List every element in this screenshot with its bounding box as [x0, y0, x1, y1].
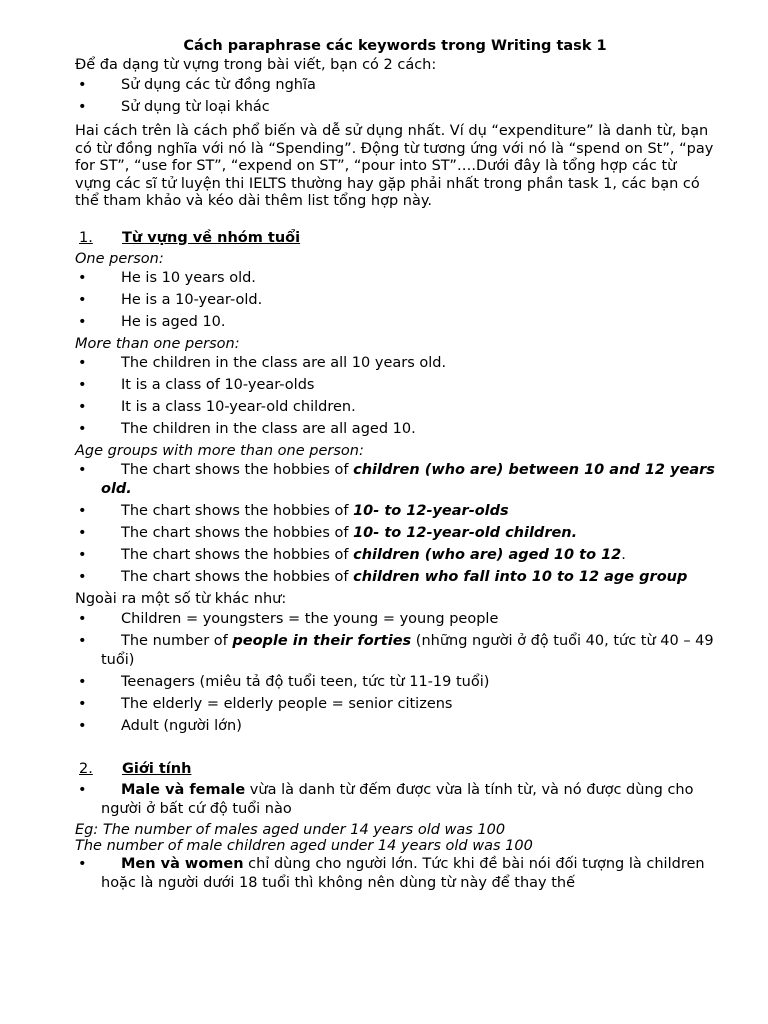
section-heading	[75, 229, 715, 248]
list-item-text: It is a class 10-year-old children.	[121, 398, 356, 415]
list-item-text: He is a 10-year-old.	[121, 291, 263, 308]
bullet-icon: •	[78, 77, 87, 93]
bullet-icon: •	[78, 568, 87, 585]
list-item-prefix: The chart shows the hobbies of	[121, 568, 354, 585]
list-item	[75, 855, 715, 893]
document-page	[75, 37, 715, 896]
bullet-icon: •	[78, 695, 87, 712]
bullet-icon: •	[78, 354, 87, 371]
bullet-icon: •	[78, 313, 87, 330]
list-item-text: He is 10 years old.	[121, 269, 256, 286]
section-number: 2.	[79, 760, 93, 777]
bullet-icon: •	[78, 269, 87, 286]
list-item-prefix: The chart shows the hobbies of	[121, 502, 354, 519]
list-item	[75, 673, 715, 692]
list-item-prefix: The chart shows the hobbies of	[121, 546, 354, 563]
list-item-suffix: (những người ở độ tuổi 40, tức từ 40 – 49 tuổi)	[101, 632, 714, 668]
bullet-icon: •	[78, 632, 87, 649]
list-item-text: Teenagers (miêu tả độ tuổi teen, tức từ 11-19 tuổi)	[121, 673, 490, 690]
list-item	[75, 98, 715, 117]
list-item	[75, 269, 715, 288]
bullet-icon: •	[78, 99, 87, 115]
list-item-emphasis: people in their forties	[232, 632, 412, 649]
bullet-icon: •	[78, 546, 87, 563]
list-item-text: The elderly = elderly people = senior citizens	[121, 695, 453, 712]
list-item	[75, 546, 715, 565]
example-line: The number of male children aged under 14 years old was 100	[75, 837, 533, 854]
list-item-text: chỉ dùng cho người lớn. Tức khi đề bài nói đối tượng là children hoặc là người dưới 18 tuổi thì không nên dùng từ này để thay thế	[101, 855, 705, 891]
bullet-icon: •	[78, 291, 87, 308]
list-item-emphasis: 10- to 12-year-old children.	[353, 524, 578, 541]
list-item-emphasis: children who fall into 10 to 12 age group	[353, 568, 688, 585]
list-item-prefix: The chart shows the hobbies of	[121, 524, 354, 541]
section-title: Giới tính	[122, 760, 192, 777]
bullet-icon: •	[78, 781, 87, 798]
document-title: Cách paraphrase các keywords trong Writing task 1	[183, 38, 607, 54]
bullet-icon: •	[78, 855, 87, 872]
subsection-label: Ngoài ra một số từ khác như:	[75, 590, 287, 607]
bullet-icon: •	[78, 420, 87, 437]
list-item	[75, 717, 715, 736]
bullet-icon: •	[78, 610, 87, 627]
list-item-text: Children = youngsters = the young = young people	[121, 610, 499, 627]
list-item	[75, 524, 715, 543]
list-item	[75, 632, 715, 670]
list-item-text: The children in the class are all 10 years old.	[121, 354, 447, 371]
example-line: Eg: The number of males aged under 14 years old was 100	[75, 821, 506, 838]
list-item-emphasis: children (who are) aged 10 to 12	[353, 546, 622, 563]
list-item-prefix: The number of	[121, 632, 233, 649]
list-item	[75, 568, 715, 587]
bullet-icon: •	[78, 502, 87, 519]
bullet-icon: •	[78, 524, 87, 541]
list-item	[75, 461, 715, 499]
list-item	[75, 76, 715, 95]
section-title: Từ vựng về nhóm tuổi	[122, 229, 301, 246]
subsection-label: More than one person:	[75, 335, 240, 352]
list-item	[75, 376, 715, 395]
list-item-emphasis: Male và female	[121, 781, 246, 798]
intro-paragraph: Hai cách trên là cách phổ biến và dễ sử dụng nhất. Ví dụ “expenditure” là danh từ, bạn có từ đồng nghĩa với nó là “Spending”. Động từ tương ứng với nó là “spend on St”, “pay for ST”, “use for ST”, “expend on ST”, “pour into ST”….Dưới đây là tổng hợp các từ vựng các sĩ tử luyện thi IELTS thường hay gặp phải nhất trong phần task 1, các bạn có thể tham khảo và kéo dài thêm list tổng hợp này.	[75, 123, 714, 209]
list-item	[75, 502, 715, 521]
list-item	[75, 781, 715, 819]
list-item-text: The children in the class are all aged 10.	[121, 420, 416, 437]
section-number: 1.	[79, 229, 93, 246]
subsection-label: One person:	[75, 250, 164, 267]
list-item-text: Adult (người lớn)	[121, 717, 242, 734]
list-item	[75, 398, 715, 417]
bullet-icon: •	[78, 673, 87, 690]
section-heading	[75, 760, 715, 779]
list-item	[75, 354, 715, 373]
list-item-emphasis: children (who are) between 10 and 12 years old.	[101, 461, 715, 497]
list-item	[75, 313, 715, 332]
list-item-emphasis: Men và women	[121, 855, 244, 872]
bullet-icon: •	[78, 717, 87, 734]
subsection-label: Age groups with more than one person:	[75, 442, 364, 459]
list-item-suffix: .	[621, 546, 626, 563]
list-item-prefix: The chart shows the hobbies of	[121, 461, 354, 478]
list-item-text: vừa là danh từ đếm được vừa là tính từ, và nó được dùng cho người ở bất cứ độ tuổi nào	[101, 781, 694, 817]
list-item	[75, 420, 715, 439]
bullet-icon: •	[78, 461, 87, 478]
list-item-text: He is aged 10.	[121, 313, 226, 330]
list-item-text: Sử dụng từ loại khác	[121, 99, 270, 115]
intro-line: Để đa dạng từ vựng trong bài viết, bạn có 2 cách:	[75, 57, 437, 73]
list-item-text: It is a class of 10-year-olds	[121, 376, 315, 393]
list-item-text: Sử dụng các từ đồng nghĩa	[121, 77, 316, 93]
list-item	[75, 610, 715, 629]
list-item	[75, 695, 715, 714]
bullet-icon: •	[78, 398, 87, 415]
bullet-icon: •	[78, 376, 87, 393]
list-item	[75, 291, 715, 310]
list-item-emphasis: 10- to 12-year-olds	[353, 502, 509, 519]
